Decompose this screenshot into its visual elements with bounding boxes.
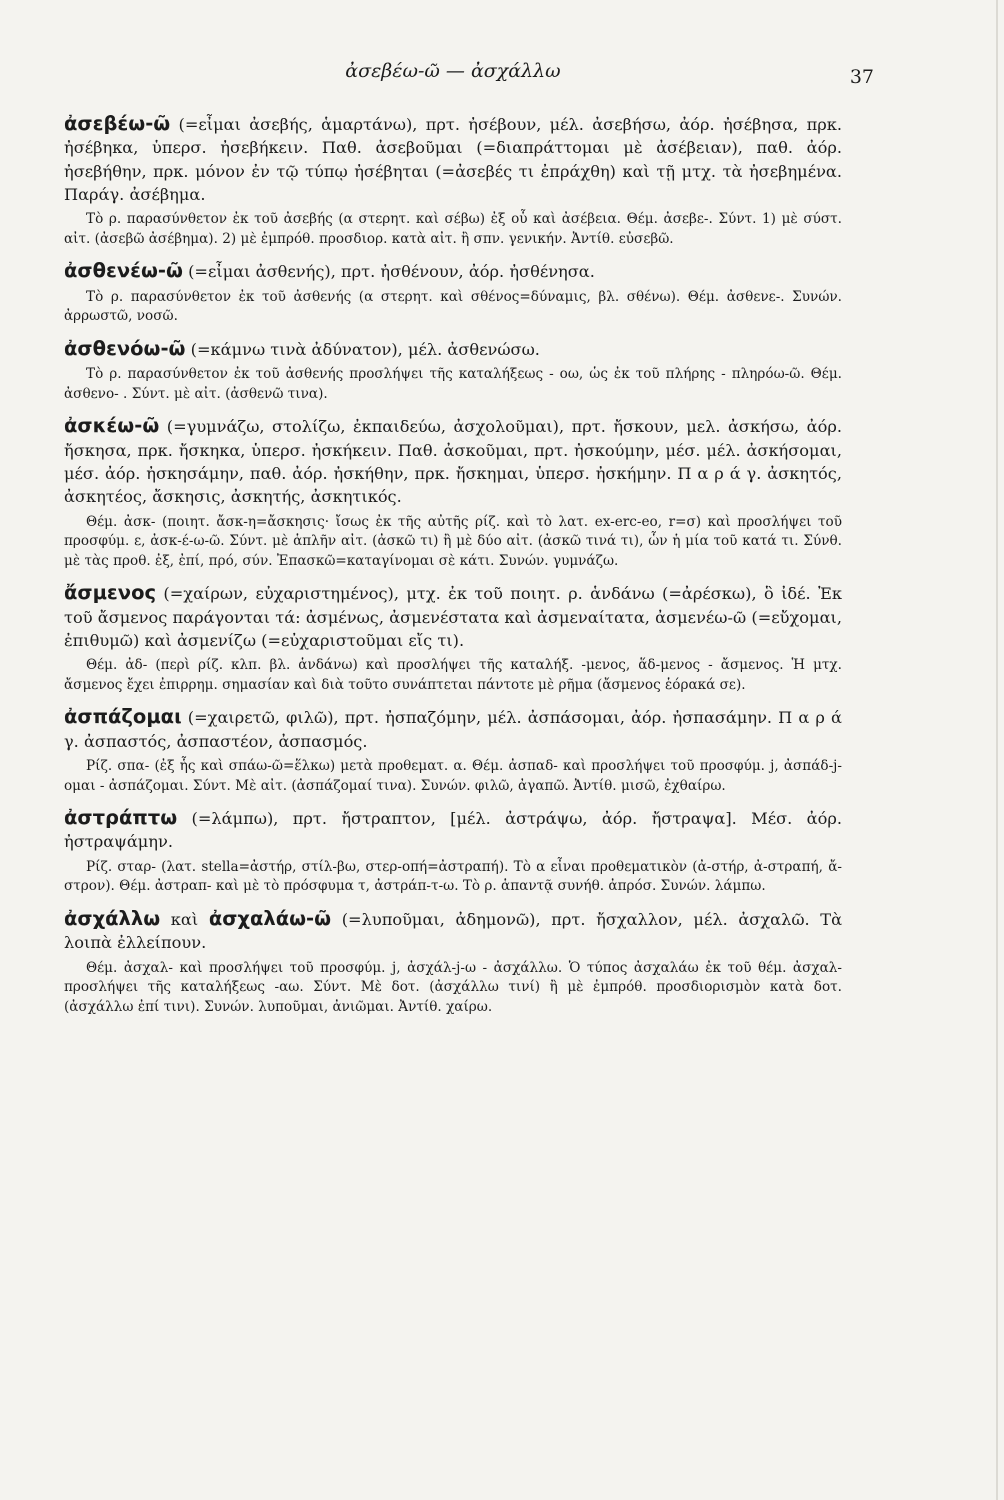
definition: (=γυμνάζω, στολίζω, ἐκπαιδεύω, ἀσχολοῦμαι), πρτ. ἤσκουν, μελ. ἀσκήσω, ἀόρ. ἤσκησα, πρκ. ἤσκηκα, ὑπερσ. ἠσκήκειν. Παθ. ἀσκοῦμαι, πρτ. ἠσκούμην, μέσ. μέλ. ἀσκήσομαι, μέσ. ἀόρ. ἠσκησάμην, παθ. ἀόρ. ἠσκήθην, πρκ. ἤσκημαι, ὑπερσ. ἠσκήμην. Π α ρ ά γ. ἀσκητός, ἀσκητέος, ἄσκησις, ἀσκητής, ἀσκητικός. [64,417,842,507]
entry-askeo [64,414,842,571]
entry-main [64,337,842,361]
headword: ἀσθενόω-ῶ [64,336,186,360]
headword: ἀσχάλλω [64,906,161,930]
entry-main [64,907,842,955]
entry-note: Τὸ ρ. παρασύνθετον ἐκ τοῦ ἀσεβής (α στερητ. καὶ σέβω) ἐξ οὗ καὶ ἀσέβεια. Θέμ. ἀσεβε-. Σύντ. 1) μὲ σύστ. αἰτ. (ἀσεβῶ ἀσέβημα). 2) μὲ ἐμπρόθ. προσδιορ. κατὰ αἰτ. ἢ σπν. γενικήν. Ἀντίθ. εὐσεβῶ. [64,211,842,247]
entry-main [64,414,842,508]
headword: ἀσκέω-ῶ [64,414,160,438]
headword: ἀσθενέω-ῶ [64,259,183,283]
definition: (=εἶμαι ἀσθενής), πρτ. ἠσθένουν, ἀόρ. ἠσθένησα. [182,262,595,282]
entry-asebeo [64,112,842,249]
dictionary-page [64,60,874,1027]
entry-note: Θέμ. ἀσχαλ- καὶ προσλήψει τοῦ προσφύμ. j, ἀσχάλ-j-ω - ἀσχάλλω. Ὁ τύπος ἀσχαλάω ἐκ τοῦ θέμ. ἀσχαλ- προσλήψει τῆς καταλήξεως -αω. Σύντ. Μὲ δοτ. (ἀσχάλλω τινί) ἢ μὲ ἐμπρόθ. προσδιορισμὸν κατὰ δοτ. (ἀσχάλλω ἐπί τινι). Συνών. λυποῦμαι, ἀνιῶμαι. Ἀντίθ. χαίρω. [64,959,842,1015]
headword: ἄσμενος [64,581,157,605]
definition: (=εἶμαι ἀσεβής, ἁμαρτάνω), πρτ. ἠσέβουν, μέλ. ἀσεβήσω, ἀόρ. ἠσέβησα, πρκ. ἠσέβηκα, ὑπερσ. ἠσεβήκειν. Παθ. ἀσεβοῦμαι (=διαπράττομαι μὲ ἀσέβειαν), παθ. ἀόρ. ἠσεβήθην, πρκ. μόνον ἐν τῷ τύπῳ ἠσέβηται (=ἀσεβές τι ἐπράχθη) καὶ τῇ μτχ. τὰ ἠσεβημένα. Παράγ. ἀσέβημα. [64,115,842,204]
definition: (=χαιρετῶ, φιλῶ), πρτ. ἠσπαζόμην, μέλ. ἀσπάσομαι, ἀόρ. ἠσπασάμην. Π α ρ ά γ. ἀσπαστός, ἀσπαστέον, ἀσπασμός. [64,708,842,751]
headword-join: καὶ [160,909,209,929]
headword: ἀστράπτω [64,806,178,830]
entry-aspazomai [64,705,842,796]
entry-list [64,112,842,1017]
entry-astrapto [64,806,842,897]
entry-note: Θέμ. ἀδ- (περὶ ρίζ. κλπ. βλ. ἁνδάνω) καὶ προσλήψει τῆς καταλήξ. -μενος, ἅδ-μενος - ἄσμενος. Ἡ μτχ. ἄσμενος ἔχει ἐπιρρημ. σημασίαν καὶ διὰ τοῦτο συνάπτεται πάντοτε μὲ ρῆμα (ἄσμενος ἑόρακά σε). [64,657,842,693]
entry-main [64,112,842,206]
entry-main [64,581,842,652]
entry-note: Ρίζ. σπα- (ἐξ ἧς καὶ σπάω-ῶ=ἕλκω) μετὰ προθεματ. α. Θέμ. ἀσπαδ- καὶ προσλήψει τοῦ προσφύμ. j, ἀσπάδ-j-ομαι - ἀσπάζομαι. Σύντ. Μὲ αἰτ. (ἀσπάζομαί τινα). Συνών. φιλῶ, ἀγαπῶ. Ἀντίθ. μισῶ, ἐχθαίρω. [64,757,842,794]
definition: (=λάμπω), πρτ. ἤστραπτον, [μέλ. ἀστράψω, ἀόρ. ἤστραψα]. Μέσ. ἀόρ. ἠστραψάμην. [64,809,842,852]
definition: (=χαίρων, εὐχαριστημένος), μτχ. ἐκ τοῦ ποιητ. ρ. ἁνδάνω (=ἀρέσκω), ὃ ἰδέ. Ἐκ τοῦ ἄσμενος παράγονται τά: ἀσμένως, ἀσμενέστατα καὶ ἀσμεναίτατα, ἀσμενέω-ῶ (=εὔχομαι, ἐπιθυμῶ) καὶ ἀσμενίζω (=εὐχαριστοῦμαι εἴς τι). [64,584,842,650]
page-edge-shadow [996,0,998,1500]
definition: (=κάμνω τινὰ ἀδύνατον), μέλ. ἀσθενώσω. [185,339,540,359]
entry-main [64,806,842,854]
entry-asmenos [64,581,842,695]
headword: ἀσεβέω-ῶ [64,112,171,135]
page-number: 37 [849,66,874,88]
entry-asthene-o [64,259,842,326]
entry-aschallo [64,907,842,1017]
running-title: ἀσεβέω-ῶ — ἀσχάλλω [345,60,561,82]
entry-note: Τὸ ρ. παρασύνθετον ἐκ τοῦ ἀσθενής προσλήψει τῆς καταλήξεως - οω, ὡς ἐκ τοῦ πλήρης - πληρόω-ῶ. Θέμ. ἀσθενο- . Σύντ. μὲ αἰτ. (ἀσθενῶ τινα). [64,366,842,402]
entry-note: Θέμ. ἀσκ- (ποιητ. ἄσκ-η=ἄσκησις· ἴσως ἐκ τῆς αὐτῆς ρίζ. καὶ τὸ λατ. ex-erc-eo, r=σ) καὶ προσλήψει τοῦ προσφύμ. ε, ἀσκ-έ-ω-ῶ. Σύντ. μὲ ἁπλῆν αἰτ. (ἀσκῶ τι) ἢ μὲ δύο αἰτ. (ἀσκῶ τινά τι), ὧν ἡ μία τοῦ κατά τι. Σύνθ. μὲ τὰς προθ. ἐξ, ἐπί, πρό, σύν. Ἐπασκῶ=καταγίνομαι σὲ κάτι. Συνών. γυμνάζω. [64,513,842,569]
entry-note: Ρίζ. σταρ- (λατ. stella=ἀστήρ, στίλ-βω, στερ-οπή=ἀστραπή). Τὸ α εἶναι προθεματικὸν (ἀ-στήρ, ἀ-στραπή, ἄ-στρον). Θέμ. ἀστραπ- καὶ μὲ τὸ πρόσφυμα τ, ἀστράπ-τ-ω. Τὸ ρ. ἁπαντᾷ συνήθ. ἀπρόσ. Συνών. λάμπω. [64,858,842,895]
headword-variant: ἀσχαλάω-ῶ [208,906,332,930]
entry-main [64,705,842,753]
running-head [64,60,874,90]
entry-main [64,259,842,283]
entry-asthenoo [64,337,842,404]
headword: ἀσπάζομαι [64,705,182,729]
entry-note: Τὸ ρ. παρασύνθετον ἐκ τοῦ ἀσθενής (α στερητ. καὶ σθένος=δύναμις, βλ. σθένω). Θέμ. ἀσθενε-. Συνών. ἀρρωστῶ, νοσῶ. [64,288,842,325]
definition: (=λυποῦμαι, ἀδημονῶ), πρτ. ἤσχαλλον, μέλ. ἀσχαλῶ. Τὰ λοιπὰ ἐλλείπουν. [64,909,843,953]
